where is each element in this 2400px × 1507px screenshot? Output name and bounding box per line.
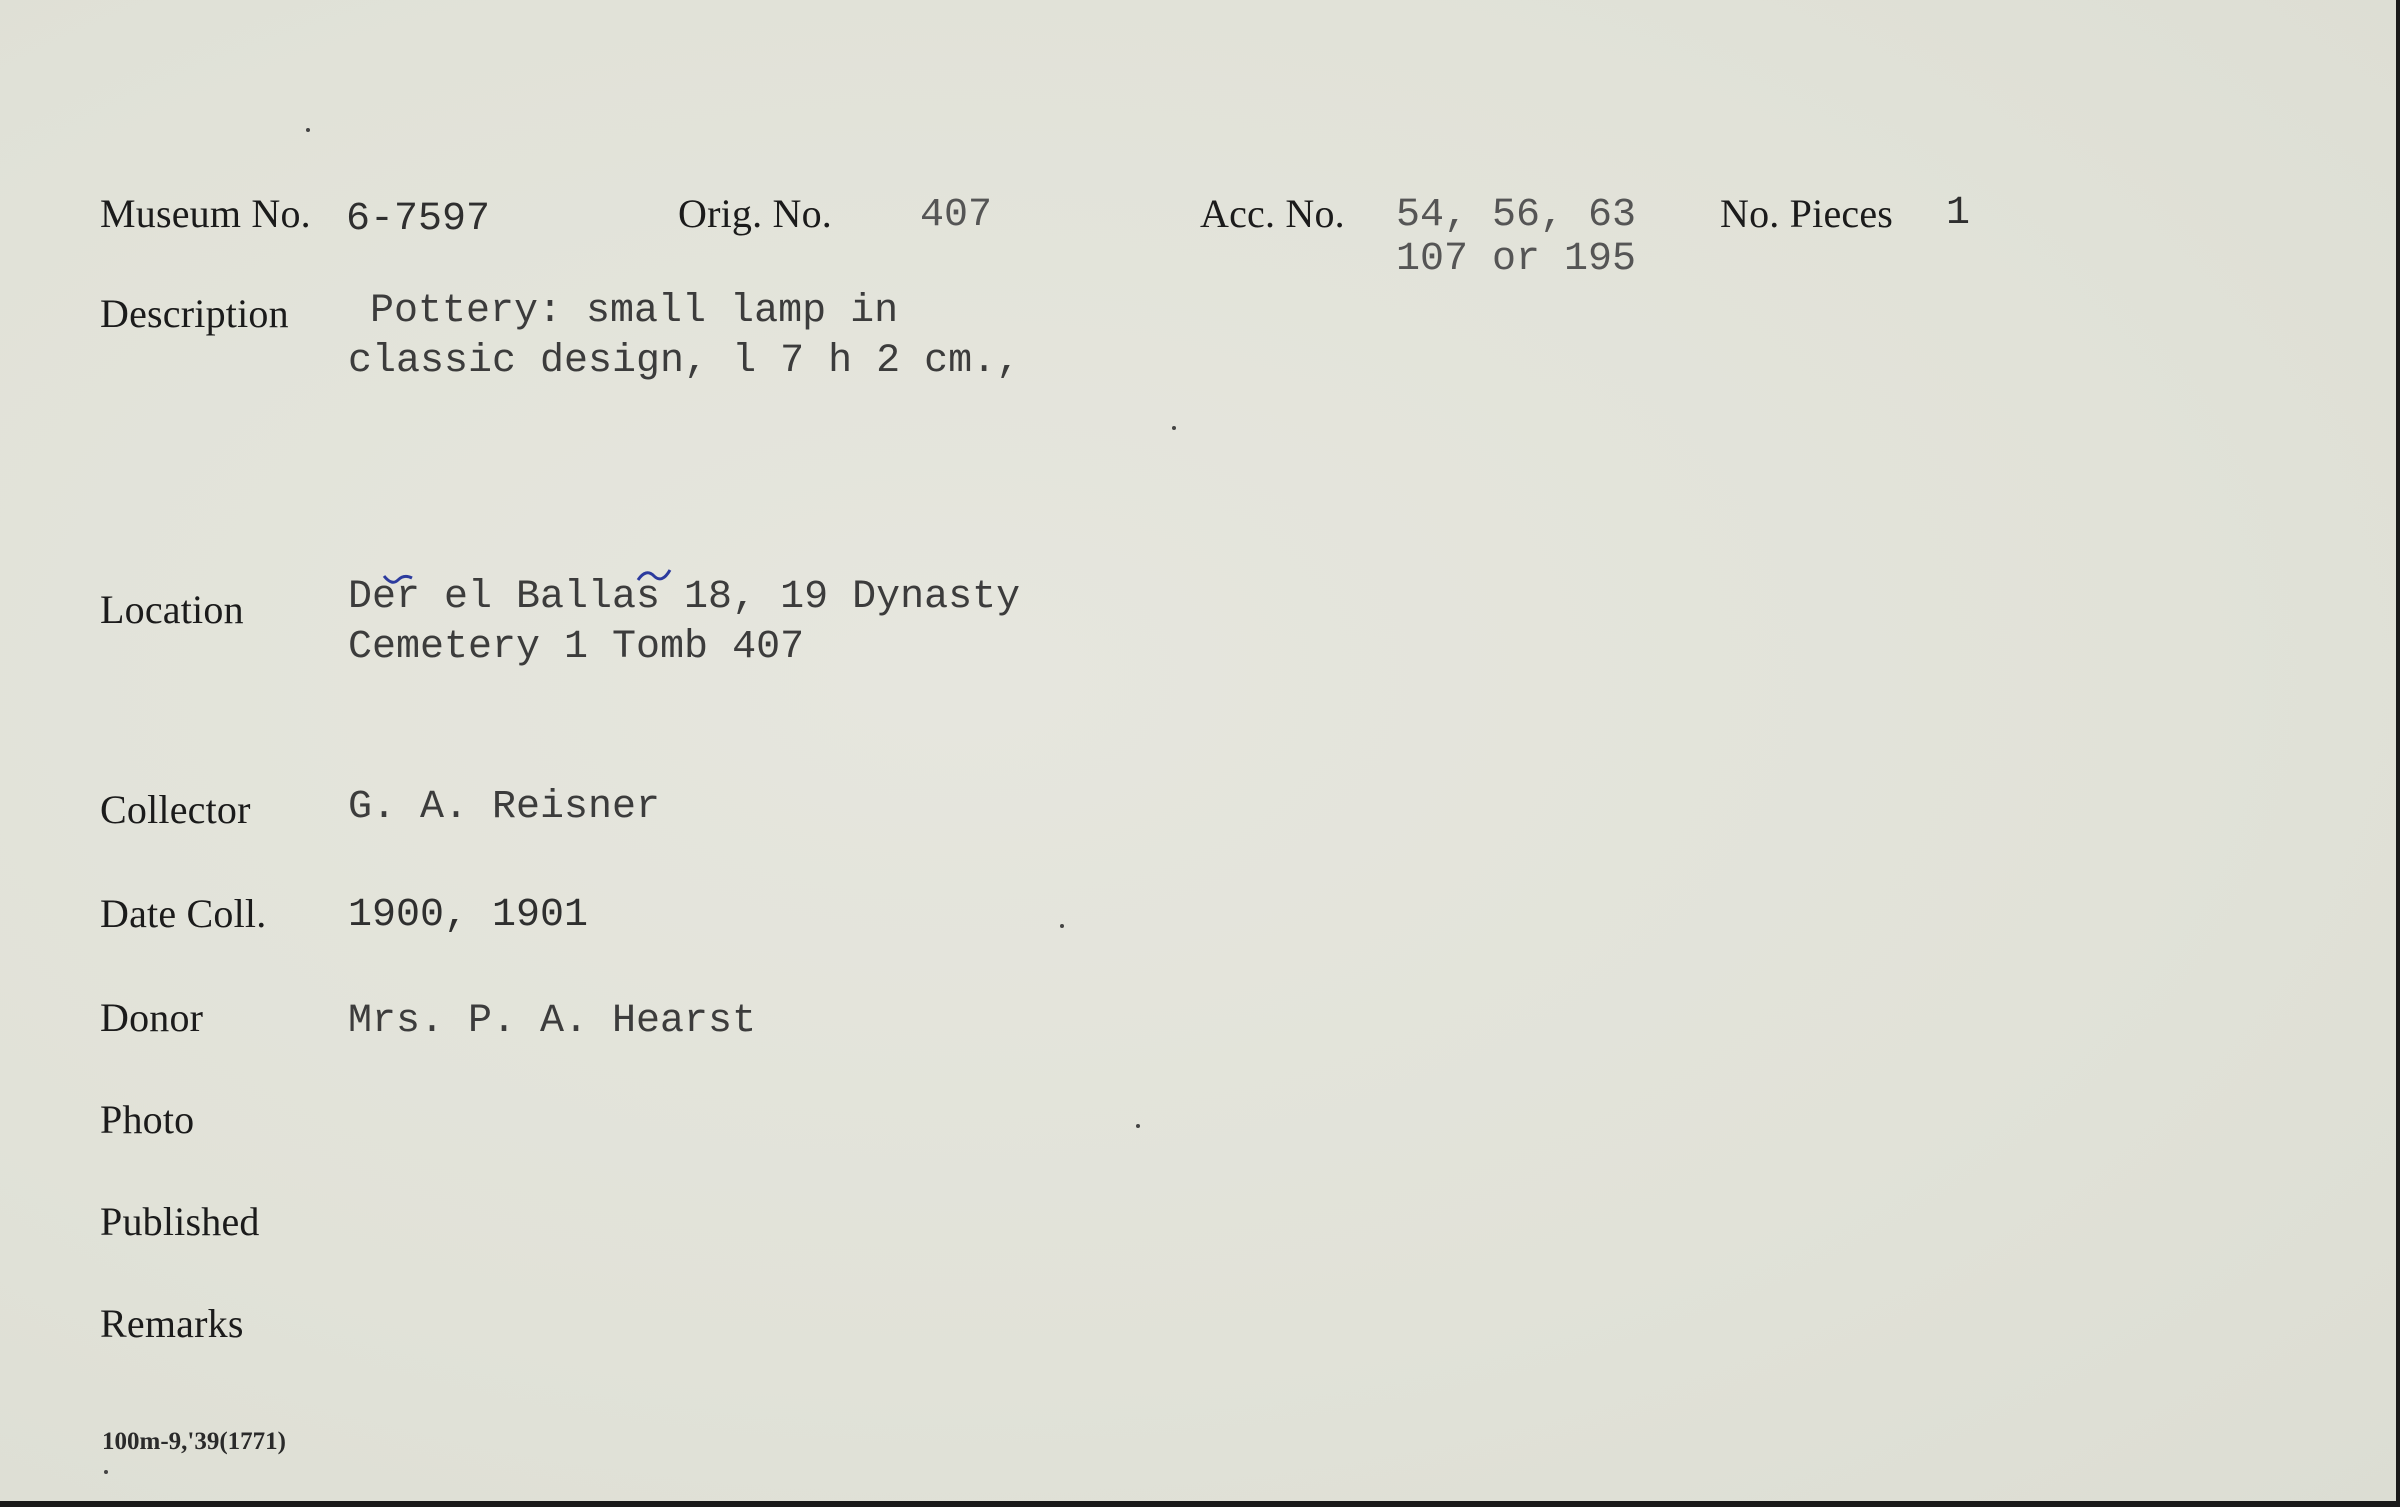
location-label: Location (100, 587, 244, 632)
donor-value: Mrs. P. A. Hearst (348, 999, 757, 1044)
museum-no-label: Museum No. (100, 191, 311, 236)
speck (1172, 426, 1176, 430)
date-coll-label: Date Coll. (100, 891, 267, 936)
collector-value: G. A. Reisner (348, 785, 661, 830)
museum-no-value: 6-7597 (346, 197, 491, 242)
speck (104, 1470, 108, 1474)
description-label: Description (100, 291, 289, 336)
date-coll-value: 1900, 1901 (348, 893, 589, 938)
description-value-line1: Pottery: small lamp in (370, 289, 899, 334)
published-label: Published (100, 1199, 260, 1244)
location-value-line2: Cemetery 1 Tomb 407 (348, 625, 805, 670)
no-pieces-value: 1 (1946, 191, 1971, 236)
orig-no-value: 407 (920, 193, 993, 238)
remarks-label: Remarks (100, 1301, 244, 1346)
orig-no-label: Orig. No. (678, 191, 833, 236)
handwritten-diacritic-mark (380, 570, 416, 590)
no-pieces-label: No. Pieces (1720, 191, 1894, 236)
description-value-line2: classic design, l 7 h 2 cm., (348, 339, 1021, 384)
handwritten-tilde-mark (634, 566, 674, 586)
form-print-code: 100m-9,'39(1771) (102, 1428, 286, 1455)
collector-label: Collector (100, 787, 251, 832)
acc-no-label: Acc. No. (1200, 191, 1345, 236)
photo-label: Photo (100, 1097, 195, 1142)
acc-no-value-line1: 54, 56, 63 (1396, 193, 1637, 238)
location-value-line1: Der el Ballas 18, 19 Dynasty (348, 575, 1021, 620)
acc-no-value-line2: 107 or 195 (1396, 237, 1637, 282)
donor-label: Donor (100, 995, 204, 1040)
speck (1136, 1124, 1140, 1128)
speck (1060, 924, 1064, 928)
speck (306, 128, 310, 132)
